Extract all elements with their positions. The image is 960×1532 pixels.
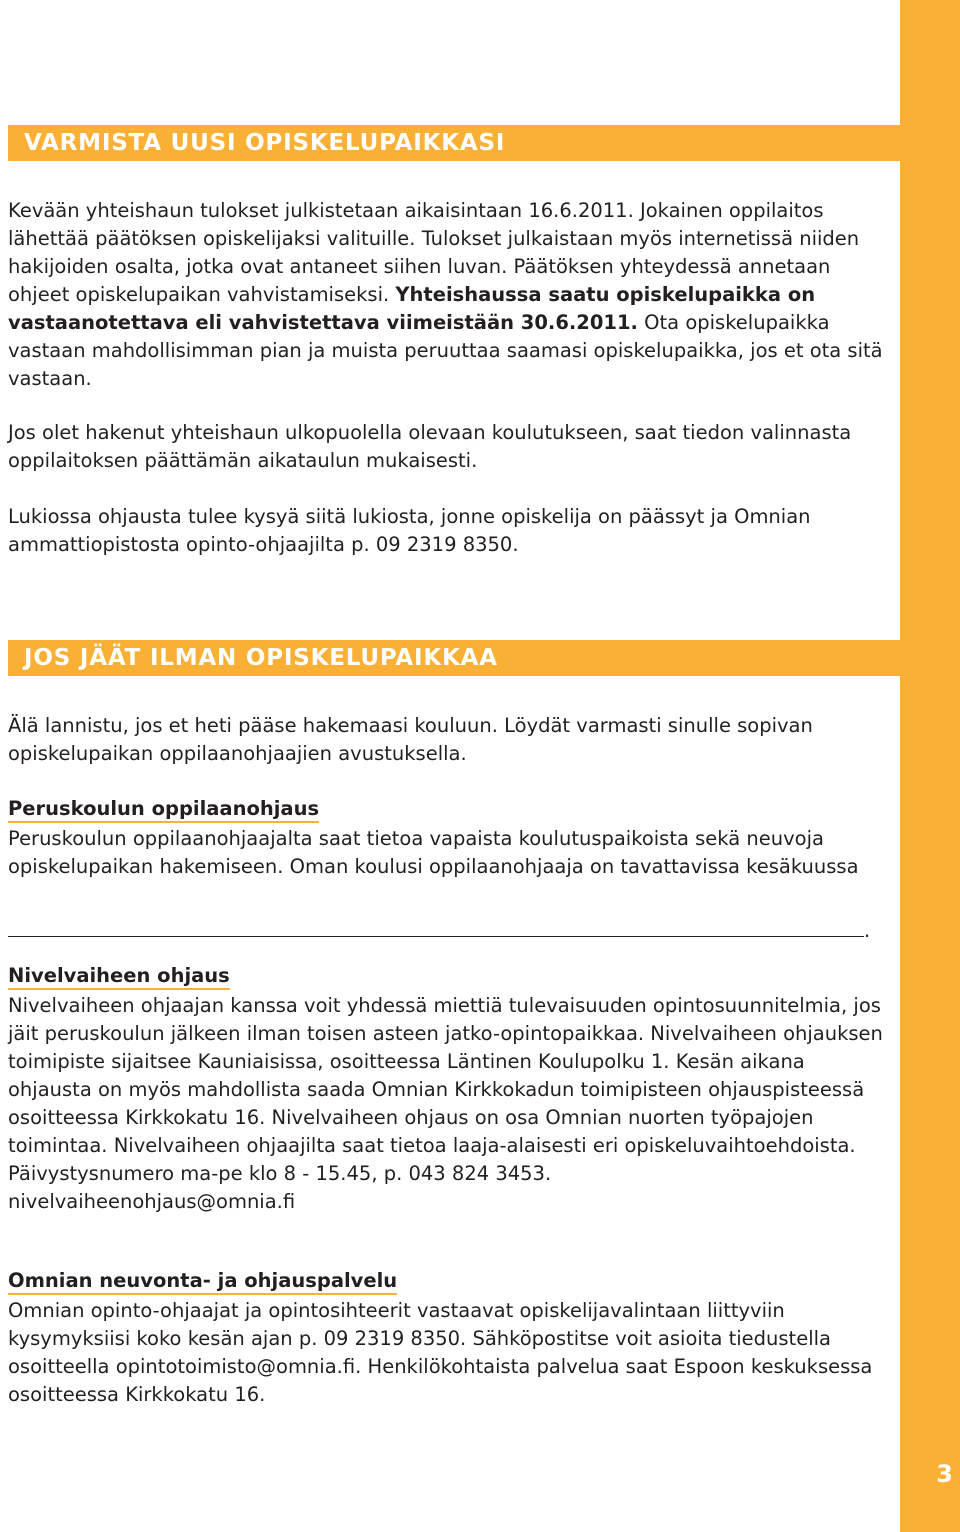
paragraph-outside-application: Jos olet hakenut yhteishaun ulkopuolella olevaan koulutukseen, saat tiedon valinnasta oppilaitoksen päättämän aikataulun mukaisesti. [8,421,852,472]
fill-in-blank-period: . [864,919,871,942]
page-number: 3 [936,1460,953,1488]
omnia-title: Omnian neuvonta- ja ohjauspalvelu [8,1269,397,1295]
nivelvaihe-text: Nivelvaiheen ohjaajan kanssa voit yhdessä miettiä tulevaisuuden opintosuunnitelmia, jos jäit peruskoulun jälkeen ilman toisen asteen jatko-opintopaikkaa. Nivelvaiheen ohjauksen toimipiste sijaitsee Kauniaisissa, osoitteessa Läntinen Koulupolku 1. Kesän aikana ohjausta on myös mahdollista saada Omnian Kirkkokadun toimipisteen ohjauspisteessä osoitteessa Kirkkokatu 16. Nivelvaiheen ohjaus on osa Omnian nuorten työpajojen toimintaa. Nivelvaiheen ohjaajilta saat tietoa laaja-alaisesti eri opiskeluvaihtoehdoista. [8,994,883,1157]
peruskoulu-section [8,795,888,881]
nivelvaihe-email: nivelvaiheenohjaus@omnia.fi [8,1190,296,1213]
fill-in-blank-line [8,916,864,937]
peruskoulu-text: Peruskoulun oppilaanohjaajalta saat tietoa vapaista koulutuspaikoista sekä neuvoja opiskelupaikan hakemiseen. Oman koulusi oppilaanohjaaja on tavattavissa kesäkuussa [8,827,859,878]
section-heading-varmista: VARMISTA UUSI OPISKELUPAIKKASI [8,125,900,161]
paragraph-results [8,197,888,393]
nivelvaihe-title: Nivelvaiheen ohjaus [8,964,230,990]
nivelvaihe-phone: Päivystysnumero ma-pe klo 8 - 15.45, p. 043 824 3453. [8,1162,552,1185]
peruskoulu-title: Peruskoulun oppilaanohjaus [8,797,319,823]
nivelvaihe-section [8,962,888,1216]
fill-in-line-row [8,916,888,945]
omnia-text: Omnian opinto-ohjaajat ja opintosihteerit vastaavat opiskelijavalintaan liittyviin kysymyksiisi koko kesän ajan p. 09 2319 8350. Sähköpostitse voit asioita tiedustella osoitteella opintotoimisto@omnia.fi. Henkilökohtaista palvelua saat Espoon keskuksessa osoitteessa Kirkkokatu 16. [8,1299,873,1406]
paragraph-lukio-guidance: Lukiossa ohjausta tulee kysyä siitä lukiosta, jonne opiskelija on päässyt ja Omnian ammattiopistosta opinto-ohjaajilta p. 09 2319 8350. [8,505,811,556]
omnia-section [8,1267,888,1409]
side-accent-stripe [900,0,960,1532]
paragraph-results-text: Kevään yhteishaun tulokset julkistetaan aikaisintaan 16.6.2011. Jokainen oppilaitos lähettää päätöksen opiskelijaksi valituille. Tulokset julkaistaan myös internetissä niiden hakijoiden osalta, jotka ovat antaneet siihen luvan. Päätöksen yhteydessä annetaan ohjeet opiskelupaikan vahvistamiseksi. [8,199,860,306]
section-heading-jos-jaat: JOS JÄÄT ILMAN OPISKELUPAIKKAA [8,640,900,676]
paragraph-encouragement: Älä lannistu, jos et heti pääse hakemaasi kouluun. Löydät varmasti sinulle sopivan opiskelupaikan oppilaanohjaajien avustuksella. [8,714,813,765]
paragraph-results-deadline: Yhteishaussa saatu opiskelupaikka on vastaanotettava eli vahvistettava viimeistään 30.6.2011. [8,283,816,334]
paragraph-results-tail: Ota opiskelupaikka vastaan mahdollisimman pian ja muista peruuttaa saamasi opiskelupaikka, jos et ota sitä vastaan. [8,311,883,390]
